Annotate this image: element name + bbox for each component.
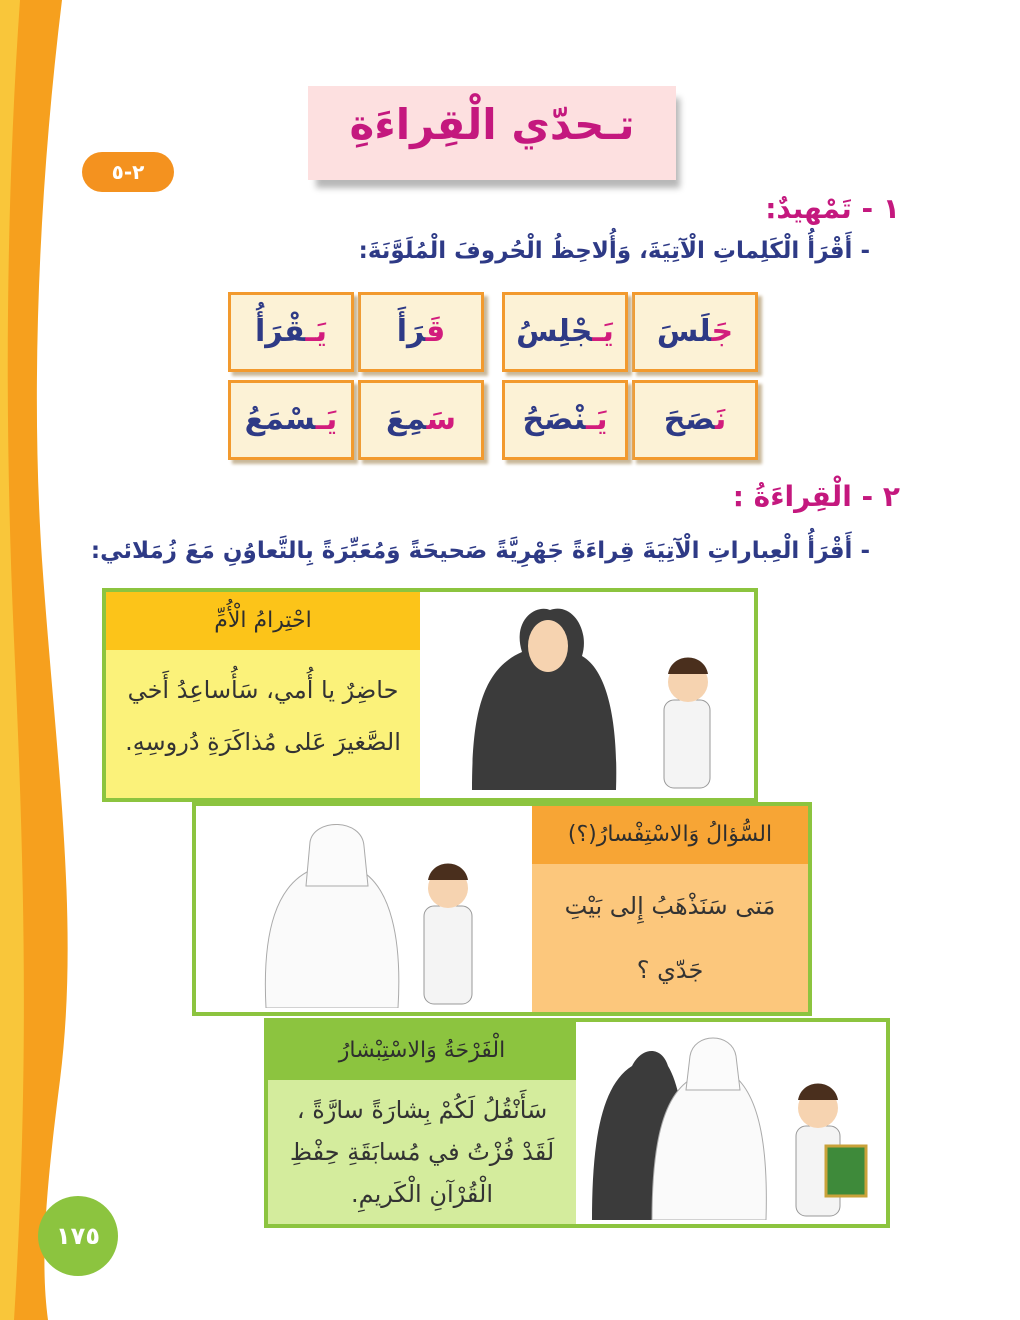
speech-line: سَأَنْقُلُ لَكُمْ بِشارَةً سارَّةً ، [296,1096,548,1124]
scene-label: احْتِرامُ الْأُمِّ [106,592,420,650]
section2-heading: ٢ - الْقِراءَةُ : [732,480,900,513]
scene-joy [264,1018,890,1228]
scene-question [192,802,812,1016]
speech-line: الْقُرْآنِ الْكَريمِ. [350,1180,494,1208]
section2-instruction: - أَقْرَأُ الْعِباراتِ الْآتِيَةَ قِراءَةً جَهْرِيَّةً صَحيحَةً وَمُعَبِّرَةً بِالتَّعاوُنِ مَعَ زُمَلائي: [90,538,870,564]
lesson-number-badge: ٢-٥ [82,152,174,192]
mother-son-illustration [432,600,748,792]
scene-label: السُّؤالُ وَالاسْتِفْسارُ(؟) [532,806,808,864]
word-card: سَمِعَ [358,380,484,460]
speech-line: الصَّغيرَ عَلى مُذاكَرَةِ دُروسِهِ. [125,728,401,756]
word-card: يَـسْمَعُ [228,380,354,460]
family-illustration [582,1026,878,1220]
speech-line: حاضِرٌ يا أُمي، سَأُساعِدُ أَخي [127,676,399,704]
word-card: يَـنْصَحُ [502,380,628,460]
speech-line: جَدّي ؟ [636,956,704,984]
page-number: ١٧٥ [38,1196,118,1276]
word-card: جَلَسَ [632,292,758,372]
word-card: نَصَحَ [632,380,758,460]
scene-label: الْفَرْحَةُ وَالاسْتِبْشارُ [268,1022,576,1080]
scene-respect-mother [102,588,758,802]
word-card: يَـجْلِسُ [502,292,628,372]
section1-heading: ١ - تَمْهيدٌ: [765,192,900,225]
speech-line: مَتى سَنَذْهَبُ إِلى بَيْتِ [564,892,776,920]
word-card: يَـقْرَأُ [228,292,354,372]
page-title: تـحدّي الْقِراءَةِ [349,100,635,149]
word-card: قَرَأَ [358,292,484,372]
section1-instruction: - أَقْرَأُ الْكَلِماتِ الْآتِيَةَ، وَأُلاحِظُ الْحُروفَ الْمُلَوَّنَةَ: [358,238,870,264]
father-son-illustration [206,812,526,1008]
speech-line: لَقَدْ فُزْتُ في مُسابَقَةِ حِفْظِ [289,1138,555,1166]
page-margin-band [0,0,90,1320]
